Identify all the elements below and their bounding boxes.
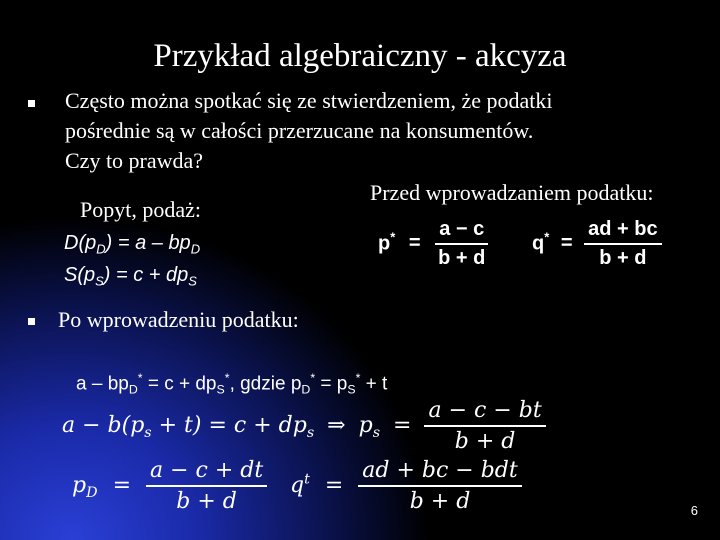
pd-formula: $p_D$ = $\frac{a - c + dt}{b + d}$ [72,458,267,514]
slide-title: Przykład algebraiczny - akcyza [153,38,567,74]
ps-derivation: $a - b(p_s + t) = c + dp_s$ ⇒ $p_s$ = $\frac{a - c - bt}{b + d}$ [62,398,546,454]
bullet-marker-2 [28,318,35,325]
bullet-marker-1 [28,100,35,107]
bullet-2-text: Po wprowadzeniu podatku: [58,307,299,332]
page-number: 6 [690,503,698,518]
qt-formula: $q^t$ = $\frac{\text{ad + bc − bdt}}{b + d}$ [290,458,522,514]
bullet-1-line-3: Czy to prawda? [65,148,204,173]
p-star-formula: p* = $\frac{a - c}{b + d}$ [378,218,489,270]
before-tax-label: Przed wprowadzaniem podatku: [370,180,654,205]
bullet-1-text [65,86,553,176]
q-star-formula: q* = $\frac{ad + bc}{b + d}$ [532,218,662,270]
bullet-1-line-2: pośrednie są w całości przerzucane na konsumentów. [65,118,534,143]
supply-demand-label: Popyt, podaż: [80,197,201,222]
after-tax-equation: $a - bp_D^* = c + dp_S^*$, gdzie $p_D^* = p_S^* + t$ [76,371,388,397]
supply-equation: $S(p_S) = c + dp_S$ [64,264,197,289]
demand-equation: $D(p_D) = a - bp_D$ [64,232,201,257]
bullet-1-line-1: Często można spotkać się ze stwierdzeniem, że podatki [65,88,553,113]
